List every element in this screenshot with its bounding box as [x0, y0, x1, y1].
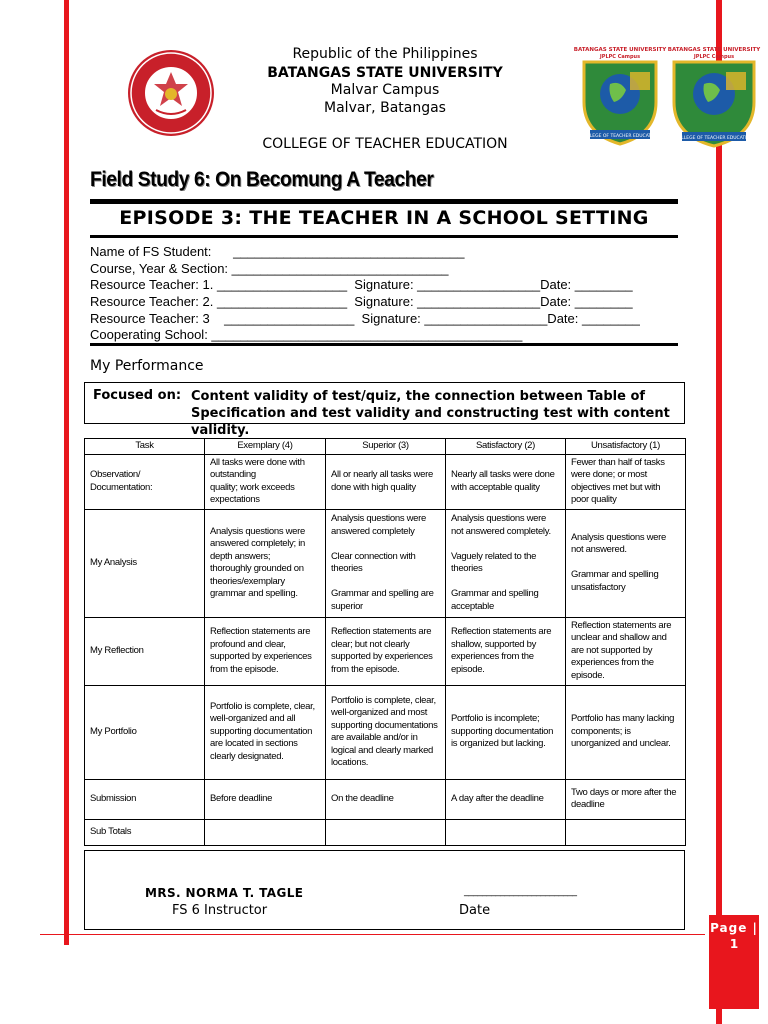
course-year-section-line[interactable]: Course, Year & Section: ______________________________ — [90, 261, 449, 276]
title-rule-bottom — [90, 235, 678, 238]
instructor-role: FS 6 Instructor — [172, 903, 268, 918]
header-task: Task — [85, 439, 205, 455]
header-satisfactory: Satisfactory (2) — [446, 439, 566, 455]
task-cell: Sub Totals — [85, 819, 205, 845]
exemplary-cell: All tasks were done with outstanding quality; work exceeds expectations — [205, 454, 326, 509]
unsatisfactory-cell: Analysis questions were not answered. Grammar and spelling unsatisfactory — [566, 509, 686, 617]
logo1-sub-text: JPLPC Campus — [599, 54, 641, 60]
table-row — [85, 685, 686, 779]
date-label: Date — [459, 903, 491, 918]
header-republic: Republic of the Philippines — [292, 46, 478, 62]
focus-label: Focused on: — [93, 388, 182, 403]
satisfactory-cell: Nearly all tasks were done with acceptable quality — [446, 454, 566, 509]
logo2-ribbon-text: COLLEGE OF TEACHER EDUCATION — [674, 136, 754, 141]
left-red-margin-bar — [64, 0, 69, 945]
satisfactory-subtotal-cell[interactable] — [446, 819, 566, 845]
task-cell: My Reflection — [85, 617, 205, 685]
focus-text: Content validity of test/quiz, the connection between Table of Specification and test validity and constructing test with content validity. — [191, 389, 670, 438]
right-red-margin-bar — [716, 0, 722, 1024]
page-number-box — [709, 915, 759, 1009]
performance-heading: My Performance — [90, 358, 204, 374]
unsatisfactory-subtotal-cell[interactable] — [566, 819, 686, 845]
task-cell: Submission — [85, 779, 205, 819]
cooperating-school-line[interactable]: Cooperating School: ___________________________________________ — [90, 327, 523, 342]
exemplary-subtotal-cell[interactable] — [205, 819, 326, 845]
task-cell: Observation/ Documentation: — [85, 454, 205, 509]
title-rule-top — [90, 199, 678, 204]
satisfactory-cell: A day after the deadline — [446, 779, 566, 819]
focus-box — [84, 382, 685, 438]
rubric-table — [84, 438, 686, 846]
task-cell: My Portfolio — [85, 685, 205, 779]
unsatisfactory-cell: Fewer than half of tasks were done; or most objectives met but with poor quality — [566, 454, 686, 509]
episode-title: EPISODE 3: THE TEACHER IN A SCHOOL SETTING — [119, 207, 649, 229]
task-cell: My Analysis — [85, 509, 205, 617]
logo1-ribbon-text: COLLEGE OF TEACHER EDUCATION — [580, 134, 660, 139]
header-exemplary: Exemplary (4) — [205, 439, 326, 455]
rubric-header-row — [85, 439, 686, 455]
date-signature-line[interactable]: _________________________ — [464, 886, 577, 897]
table-row — [85, 617, 686, 685]
table-row — [85, 779, 686, 819]
superior-cell: All or nearly all tasks were done with high quality — [326, 454, 446, 509]
superior-cell: Portfolio is complete, clear, well-organized and most supporting documentations are available and/or in logical and clearly marked locations. — [326, 685, 446, 779]
logo2-sub-text: JPLPC Campus — [693, 54, 735, 60]
info-rule — [90, 343, 678, 346]
header-unsatisfactory: Unsatisfactory (1) — [566, 439, 686, 455]
superior-cell: Reflection statements are clear; but not clearly supported by experiences from the episode. — [326, 617, 446, 685]
unsatisfactory-cell: Portfolio has many lacking components; is unorganized and unclear. — [566, 685, 686, 779]
resource-teacher-2-line[interactable]: Resource Teacher: 2. __________________ Signature: _________________Date: ________ — [90, 294, 633, 309]
table-row — [85, 819, 686, 845]
header-superior: Superior (3) — [326, 439, 446, 455]
superior-subtotal-cell[interactable] — [326, 819, 446, 845]
unsatisfactory-cell: Reflection statements are unclear and shallow and are not supported by experiences from the episode. — [566, 617, 686, 685]
header-location: Malvar, Batangas — [324, 100, 446, 116]
page-number: 1 — [729, 937, 739, 951]
exemplary-cell: Reflection statements are profound and clear, supported by experiences from the episode. — [205, 617, 326, 685]
superior-cell: Analysis questions were answered completely Clear connection with theories Grammar and spelling are superior — [326, 509, 446, 617]
superior-cell: On the deadline — [326, 779, 446, 819]
header-college: COLLEGE OF TEACHER EDUCATION — [262, 136, 508, 152]
instructor-name: MRS. NORMA T. TAGLE — [145, 886, 304, 900]
exemplary-cell: Before deadline — [205, 779, 326, 819]
table-row — [85, 509, 686, 617]
page-label: Page | — [710, 921, 758, 935]
table-row — [85, 454, 686, 509]
satisfactory-cell: Portfolio is incomplete; supporting documentation is organized but lacking. — [446, 685, 566, 779]
exemplary-cell: Analysis questions were answered completely; in depth answers; thoroughly grounded on theories/exemplary grammar and spelling. — [205, 509, 326, 617]
header-campus: Malvar Campus — [330, 82, 440, 98]
college-logo-2 — [666, 44, 762, 152]
exemplary-cell: Portfolio is complete, clear, well-organized and all supporting documentation are located in sections clearly designated. — [205, 685, 326, 779]
header-university: BATANGAS STATE UNIVERSITY — [267, 65, 503, 81]
resource-teacher-1-line[interactable]: Resource Teacher: 1. __________________ Signature: _________________Date: ________ — [90, 277, 633, 292]
field-study-title: Field Study 6: On Becomung A Teacher — [90, 168, 434, 191]
satisfactory-cell: Analysis questions were not answered completely. Vaguely related to the theories Grammar and spelling acceptable — [446, 509, 566, 617]
fs-student-name-line[interactable]: Name of FS Student: ________________________________ — [90, 244, 465, 259]
resource-teacher-3-line[interactable]: Resource Teacher: 3 __________________ Signature: _________________Date: ________ — [90, 311, 640, 326]
unsatisfactory-cell: Two days or more after the deadline — [566, 779, 686, 819]
satisfactory-cell: Reflection statements are shallow, supported by experiences from the episode. — [446, 617, 566, 685]
logo1-top-text: BATANGAS STATE UNIVERSITY — [573, 47, 667, 53]
logo2-top-text: BATANGAS STATE UNIVERSITY — [667, 47, 761, 53]
footer-red-line — [40, 934, 705, 935]
